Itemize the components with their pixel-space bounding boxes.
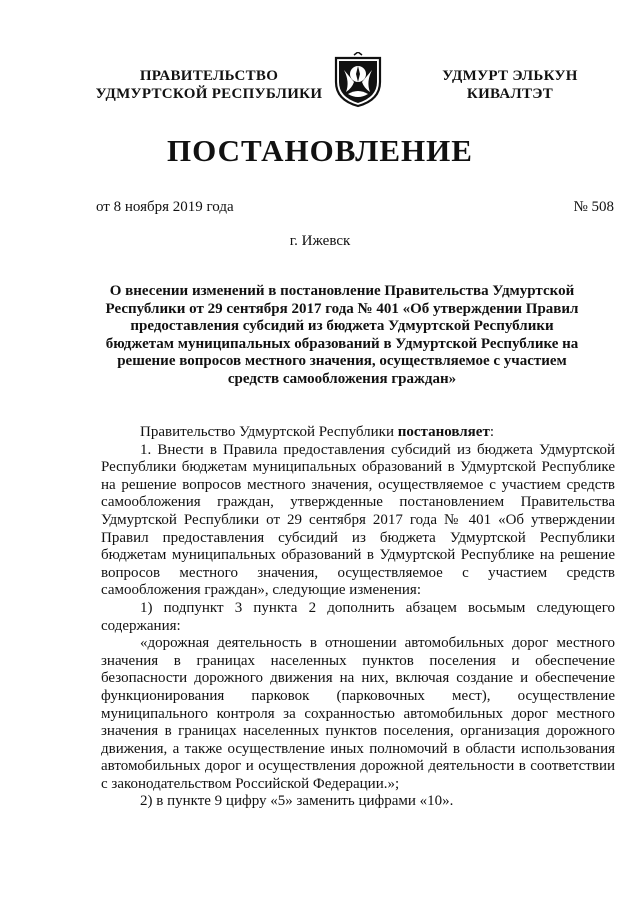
document-subject: О внесении изменений в постановление Правительства Удмуртской Республики от 29 сентября 2017 года № 401 «Об утверждении Правил предоставления субсидий из бюджета Удмуртской Республики бюджетам муниципальных образований в Удмуртской Республике на решение вопросов местного значения, осуществляемое с участием средств самообложения граждан»: [105, 283, 579, 387]
document-title: ПОСТАНОВЛЕНИЕ: [167, 133, 473, 168]
government-name-ru-line1: ПРАВИТЕЛЬСТВО: [139, 68, 279, 84]
udmurtia-coat-of-arms-icon: [330, 52, 386, 108]
document-number: № 508: [573, 199, 614, 215]
inserted-paragraph: «дорожная деятельность в отношении автомобильных дорог местного значения в границах населенных пунктов поселения и обеспечение безопасности дорожного движения на них, включая создание и обеспечение функционирования парковок (парковочных мест), осуществление муниципального контроля за сохранностью автомобильных дорог местного значения в границах населенных пунктов поселения, организация дорожного движения, а также осуществление иных полномочий в области использования автомобильных дорог и осуществления дорожной деятельности в соответствии с законодательством Российской Федерации.»;: [101, 635, 615, 792]
preamble-verb: постановляет: [397, 424, 490, 440]
preamble-paragraph: [101, 424, 615, 442]
government-name-russian: [78, 67, 340, 103]
document-date: от 8 ноября 2019 года: [96, 199, 234, 215]
item-1-paragraph: 1. Внести в Правила предоставления субсидий из бюджета Удмуртской Республики бюджетам муниципальных образований в Удмуртской Республике на решение вопросов местного значения, осуществляемое с участием средств самообложения граждан, утвержденные постановлением Правительства Удмуртской Республики от 29 сентября 2017 года № 401 «Об утверждении Правил предоставления субсидий из бюджета Удмуртской Республики бюджетам муниципальных образований в Удмуртской Республике на решение вопросов местного значения, осуществляемое с участием средств самообложения граждан», следующие изменения:: [101, 441, 615, 599]
subitem-2-paragraph: 2) в пункте 9 цифру «5» заменить цифрами «10».: [140, 793, 454, 810]
document-city: г. Ижевск: [289, 233, 351, 249]
government-name-ru-line2: УДМУРТСКОЙ РЕСПУБЛИКИ: [95, 86, 323, 102]
document-body: [101, 424, 615, 811]
preamble-colon: :: [489, 424, 494, 440]
preamble-text: Правительство Удмуртской Республики: [140, 424, 398, 440]
government-name-udmurt: [410, 67, 610, 103]
government-name-ud-line1: УДМУРТ ЭЛЬКУН: [442, 68, 578, 84]
subitem-1-paragraph: 1) подпункт 3 пункта 2 дополнить абзацем восьмым следующего содержания:: [101, 599, 615, 634]
government-name-ud-line2: КИВАЛТЭТ: [466, 86, 554, 102]
